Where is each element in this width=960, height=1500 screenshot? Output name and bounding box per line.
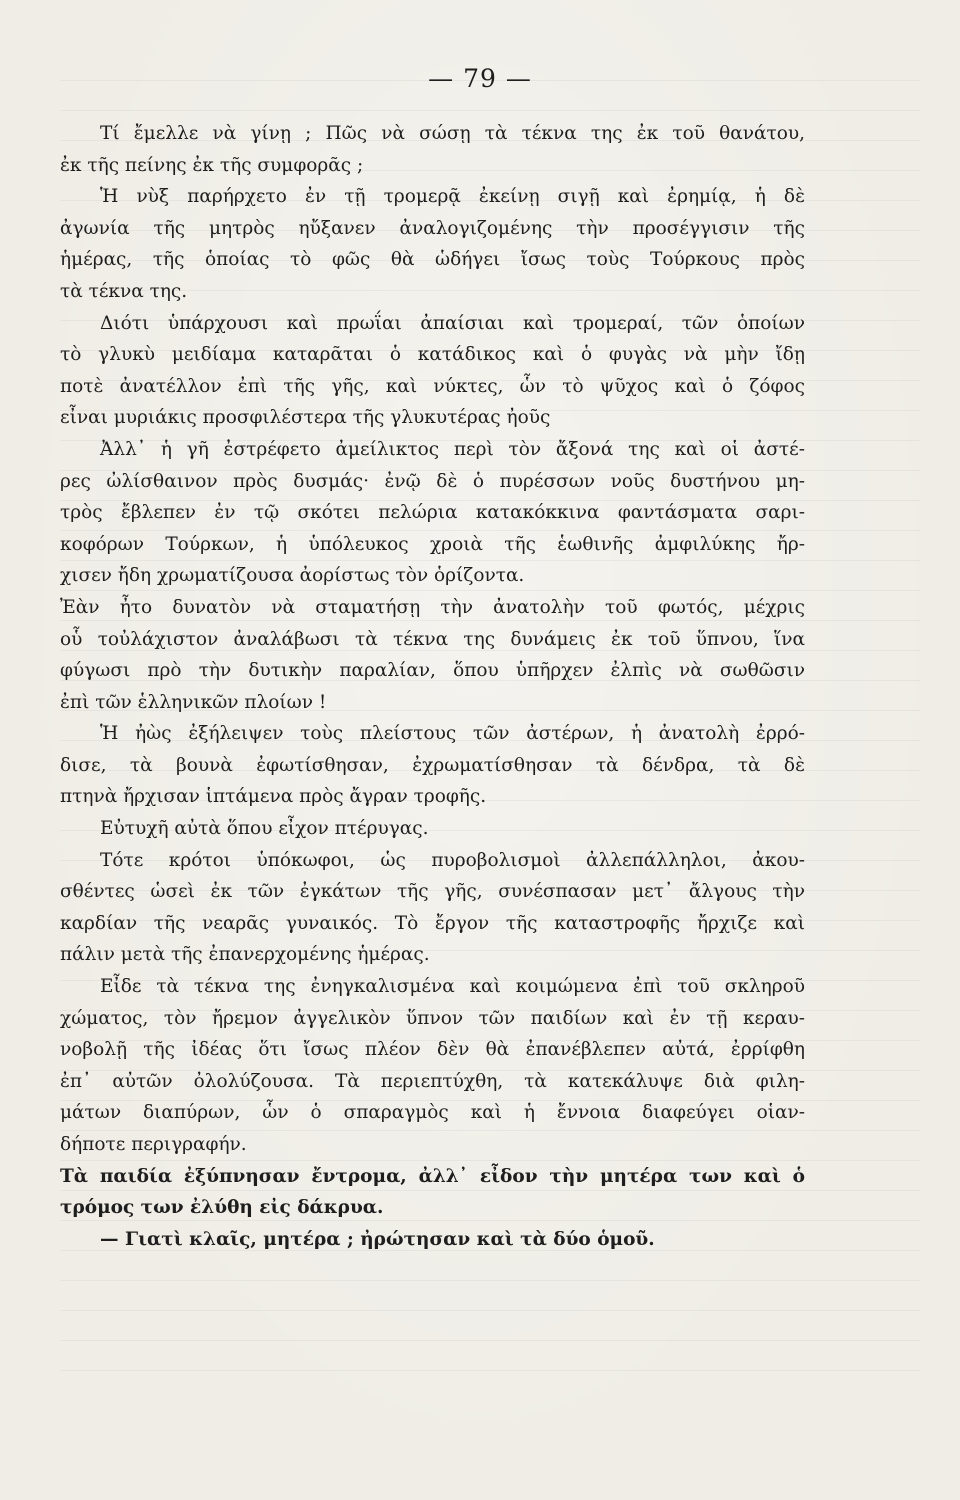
- text-line: δήποτε περιγραφήν.: [60, 1134, 247, 1155]
- text-line: Τὰ παιδία ἐξύπνησαν ἔντρομα, ἀλλ᾽ εἶδον τὴν μητέρα των καὶ ὁ: [60, 1165, 805, 1187]
- text-line: σθέντες ὡσεὶ ἐκ τῶν ἐγκάτων τῆς γῆς, συνέσπασαν μετ᾽ ἄλγους τὴν: [60, 881, 805, 903]
- text-line: νοβολῇ τῆς ἰδέας ὅτι ἴσως πλέον δὲν θὰ ἐπανέβλεπεν αὐτά, ἐρρίφθη: [60, 1039, 805, 1061]
- text-line: Εὐτυχῆ αὐτὰ ὅπου εἶχον πτέρυγας.: [100, 818, 429, 840]
- text-line: — Γιατὶ κλαῖς, μητέρα ; ἠρώτησαν καὶ τὰ δύο ὁμοῦ.: [100, 1228, 655, 1250]
- text-line: οὗ τοὐλάχιστον ἀναλάβωσι τὰ τέκνα της δυνάμεις ἐκ τοῦ ὕπνου, ἵνα: [60, 628, 805, 650]
- text-line: Τί ἔμελλε νὰ γίνῃ ; Πῶς νὰ σώσῃ τὰ τέκνα της ἐκ τοῦ θανάτου,: [100, 123, 805, 144]
- text-line: πτηνὰ ἤρχισαν ἱπτάμενα πρὸς ἄγραν τροφῆς.: [60, 786, 487, 808]
- text-line: Ἡ νὺξ παρήρχετο ἐν τῇ τρομερᾷ ἐκείνῃ σιγῇ καὶ ἐρημίᾳ, ἡ δὲ: [100, 186, 805, 208]
- text-line: χισεν ἤδη χρωματίζουσα ἀορίστως τὸν ὁρίζοντα.: [60, 565, 525, 587]
- page-number: — 79 —: [428, 64, 532, 93]
- text-line: πάλιν μετὰ τῆς ἐπανερχομένης ἡμέρας.: [60, 944, 430, 966]
- text-line: τρὸς ἔβλεπεν ἐν τῷ σκότει πελώρια κατακόκκινα φαντάσματα σαρι-: [60, 502, 805, 524]
- text-line: τὸ γλυκὺ μειδίαμα καταρᾶται ὁ κατάδικος καὶ ὁ φυγὰς νὰ μὴν ἴδῃ: [60, 344, 805, 366]
- text-line: τὰ τέκνα της.: [60, 280, 188, 302]
- text-line: δισε, τὰ βουνὰ ἐφωτίσθησαν, ἐχρωματίσθησαν τὰ δένδρα, τὰ δὲ: [60, 754, 805, 776]
- text-line: Ἀλλ᾽ ἡ γῆ ἐστρέφετο ἀμείλικτος περὶ τὸν ἄξονά της καὶ οἱ ἀστέ-: [100, 438, 805, 460]
- text-line: χώματος, τὸν ἤρεμον ἀγγελικὸν ὕπνον τῶν παιδίων καὶ ἐν τῇ κεραυ-: [60, 1007, 805, 1029]
- text-line: Ἡ ἠὼς ἐξήλειψεν τοὺς πλείστους τῶν ἀστέρων, ἡ ἀνατολὴ ἐρρό-: [100, 723, 805, 745]
- text-line: ἡμέρας, τῆς ὁποίας τὸ φῶς θὰ ὡδήγει ἴσως τοὺς Τούρκους πρὸς: [60, 249, 805, 271]
- text-line: Διότι ὑπάρχουσι καὶ πρωΐαι ἀπαίσιαι καὶ τρομεραί, τῶν ὁποίων: [100, 312, 805, 334]
- text-line: Τότε κρότοι ὑπόκωφοι, ὡς πυροβολισμοὶ ἀλλεπάλληλοι, ἀκου-: [100, 849, 805, 871]
- text-line: μάτων διαπύρων, ὧν ὁ σπαραγμὸς καὶ ἡ ἔννοια διαφεύγει οἱαν-: [60, 1102, 805, 1124]
- text-line: ἐπ᾽ αὐτῶν ὀλολύζουσα. Τὰ περιεπτύχθη, τὰ κατεκάλυψε διὰ φιλη-: [60, 1070, 805, 1092]
- text-line: ρες ὠλίσθαινον πρὸς δυσμάς· ἐνῷ δὲ ὁ πυρέσσων νοῦς δυστήνου μη-: [60, 470, 805, 492]
- text-line: Εἶδε τὰ τέκνα της ἐνηγκαλισμένα καὶ κοιμώμενα ἐπὶ τοῦ σκληροῦ: [100, 976, 805, 998]
- text-line: κοφόρων Τούρκων, ἡ ὑπόλευκος χροιὰ τῆς ἑωθινῆς ἀμφιλύκης ἤρ-: [60, 533, 805, 555]
- text-line: εἶναι μυριάκις προσφιλέστερα τῆς γλυκυτέρας ἠοῦς: [60, 407, 551, 429]
- text-line: ποτὲ ἀνατέλλον ἐπὶ τῆς γῆς, καὶ νύκτες, ὧν τὸ ψῦχος καὶ ὁ ζόφος: [60, 375, 805, 397]
- text-line: ἀγωνία τῆς μητρὸς ηὔξανεν ἀναλογιζομένης τὴν προσέγγισιν τῆς: [60, 217, 805, 239]
- text-line: τρόμος των ἐλύθη εἰς δάκρυα.: [60, 1197, 384, 1219]
- text-line: ἐπὶ τῶν ἑλληνικῶν πλοίων !: [60, 691, 327, 713]
- text-line: Ἐὰν ἦτο δυνατὸν νὰ σταματήσῃ τὴν ἀνατολὴν τοῦ φωτός, μέχρις: [60, 596, 805, 618]
- text-line: φύγωσι πρὸ τὴν δυτικὴν παραλίαν, ὅπου ὑπῆρχεν ἐλπὶς νὰ σωθῶσιν: [60, 660, 805, 682]
- text-line: καρδίαν τῆς νεαρᾶς γυναικός. Τὸ ἔργον τῆς καταστροφῆς ἤρχιζε καὶ: [60, 912, 805, 934]
- body-text: [60, 118, 805, 1255]
- text-line: ἐκ τῆς πείνης ἐκ τῆς συμφορᾶς ;: [60, 154, 364, 176]
